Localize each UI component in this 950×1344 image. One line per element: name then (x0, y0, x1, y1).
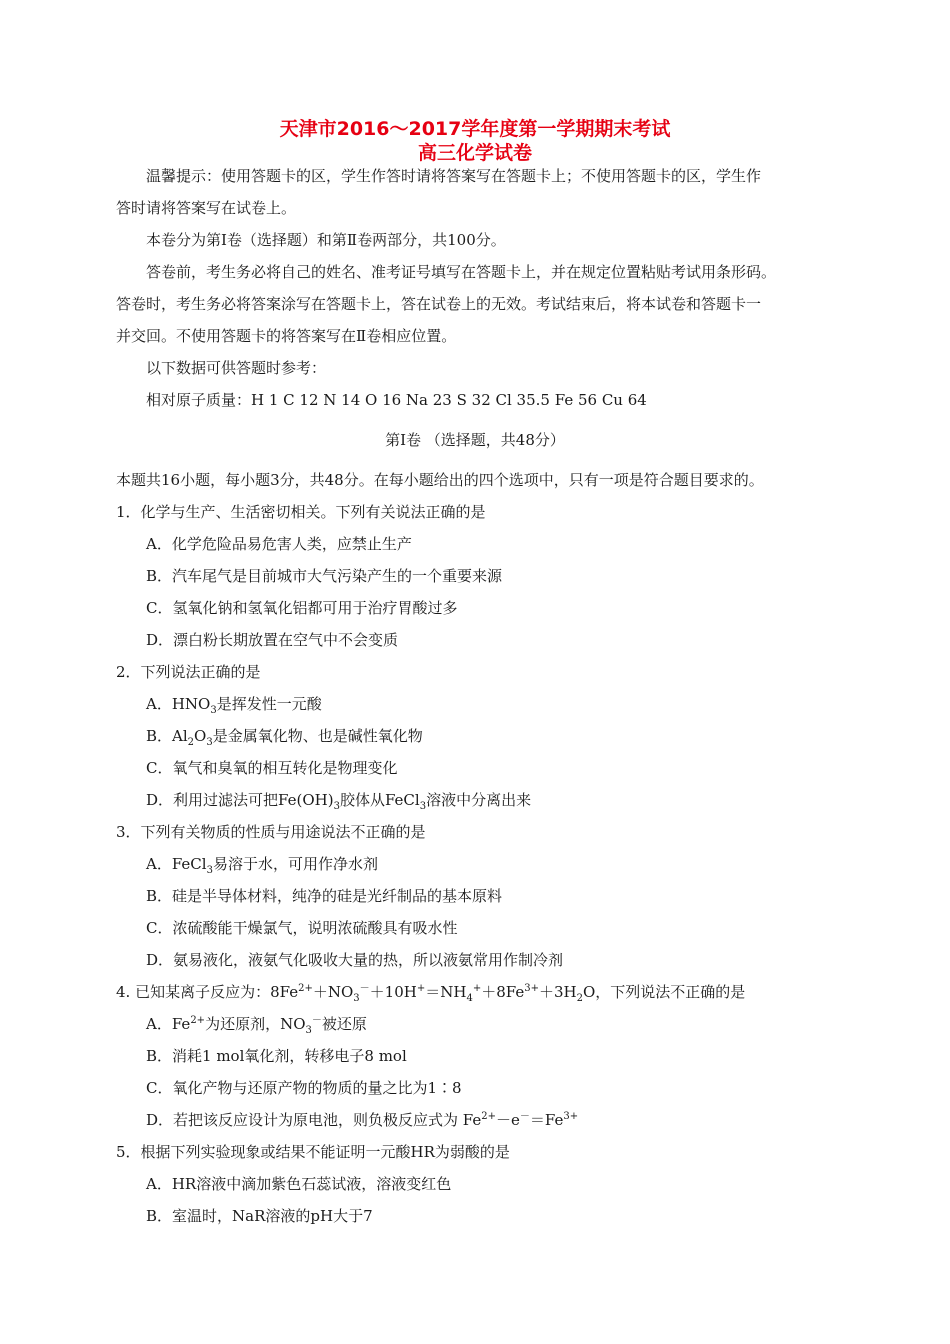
question-4-option-d: D．若把该反应设计为原电池，则负极反应式为 $Fe^{2+}-e^-=Fe^{3+}$ (146, 1111, 579, 1129)
question-2-option-a: A．$HNO_3$是挥发性一元酸 (146, 695, 322, 716)
question-1-option-a: A．化学危险品易危害人类，应禁止生产 (146, 535, 412, 553)
exam-title: 天津市2016～2017学年度第一学期期末考试 (279, 118, 671, 140)
question-3-stem: 3．下列有关物质的性质与用途说法不正确的是 (116, 823, 426, 841)
question-5-stem: 5．根据下列实验现象或结果不能证明一元酸HR为弱酸的是 (116, 1143, 510, 1161)
question-3-option-b: B．硅是半导体材料，纯净的硅是光纤制品的基本原料 (146, 887, 503, 905)
question-3-option-d: D．氨易液化，液氨气化吸收大量的热，所以液氨常用作制冷剂 (146, 951, 564, 969)
tip-line: 答时请将答案写在试卷上。 (116, 199, 297, 217)
reference-note: 以下数据可供答题时参考： (146, 359, 327, 377)
atomic-masses: 相对原子质量：H 1 C 12 N 14 O 16 Na 23 S 32 Cl 35.5 Fe 56 Cu 64 (146, 391, 647, 409)
question-2-option-c: C．氧气和臭氧的相互转化是物理变化 (146, 759, 398, 777)
tip-line: 温馨提示：使用答题卡的区，学生作答时请将答案写在答题卡上；不使用答题卡的区，学生作 (146, 167, 762, 185)
question-4-stem: 4. 已知某离子反应为：$8Fe^{2+}+NO_3^-+10H^+=NH_4^++8Fe^{3+}+3H_2O$，下列说法不正确的是 (116, 983, 746, 1004)
exam-subtitle: 高三化学试卷 (417, 142, 532, 164)
question-4-option-a: A．$Fe^{2+}$为还原剂，$NO_3^-$被还原 (146, 1015, 367, 1036)
question-1-stem: 1．化学与生产、生活密切相关。下列有关说法正确的是 (116, 503, 486, 521)
question-4-option-c: C．氧化产物与还原产物的物质的量之比为1∶8 (146, 1079, 462, 1097)
rules-line: 答卷前，考生务必将自己的姓名、准考证号填写在答题卡上，并在规定位置粘贴考试用条形码。 (146, 263, 777, 281)
question-4-option-b: B．消耗1 mol氧化剂，转移电子8 mol (146, 1047, 407, 1065)
rules-line: 并交回。不使用答题卡的将答案写在Ⅱ卷相应位置。 (116, 327, 457, 345)
question-1-option-d: D．漂白粉长期放置在空气中不会变质 (146, 631, 399, 649)
question-2-option-d: D．利用过滤法可把$Fe(OH)_3$胶体从FeCl$_3$溶液中分离出来 (146, 791, 532, 812)
question-2-option-b: B．$Al_2O_3$是金属氧化物、也是碱性氧化物 (146, 727, 423, 748)
section-instruction: 本题共16小题，每小题3分，共48分。在每小题给出的四个选项中，只有一项是符合题目要求的。 (116, 471, 764, 489)
question-1-option-c: C．氢氧化钠和氢氧化铝都可用于治疗胃酸过多 (146, 599, 458, 617)
question-3-option-a: A．FeCl$_3$易溶于水，可用作净水剂 (146, 855, 378, 876)
rules-line: 答卷时，考生务必将答案涂写在答题卡上，答在试卷上的无效。考试结束后，将本试卷和答题卡一 (116, 295, 762, 313)
score-note: 本卷分为第Ⅰ卷（选择题）和第Ⅱ卷两部分，共100分。 (146, 231, 506, 249)
question-5-option-b: B．室温时，NaR溶液的pH大于7 (146, 1207, 373, 1225)
question-1-option-b: B．汽车尾气是目前城市大气污染产生的一个重要来源 (146, 567, 503, 585)
question-3-option-c: C．浓硫酸能干燥氯气，说明浓硫酸具有吸水性 (146, 919, 458, 937)
question-2-stem: 2．下列说法正确的是 (116, 663, 261, 681)
section-heading: 第Ⅰ卷 （选择题，共48分） (385, 431, 565, 449)
question-5-option-a: A．HR溶液中滴加紫色石蕊试液，溶液变红色 (146, 1175, 452, 1193)
